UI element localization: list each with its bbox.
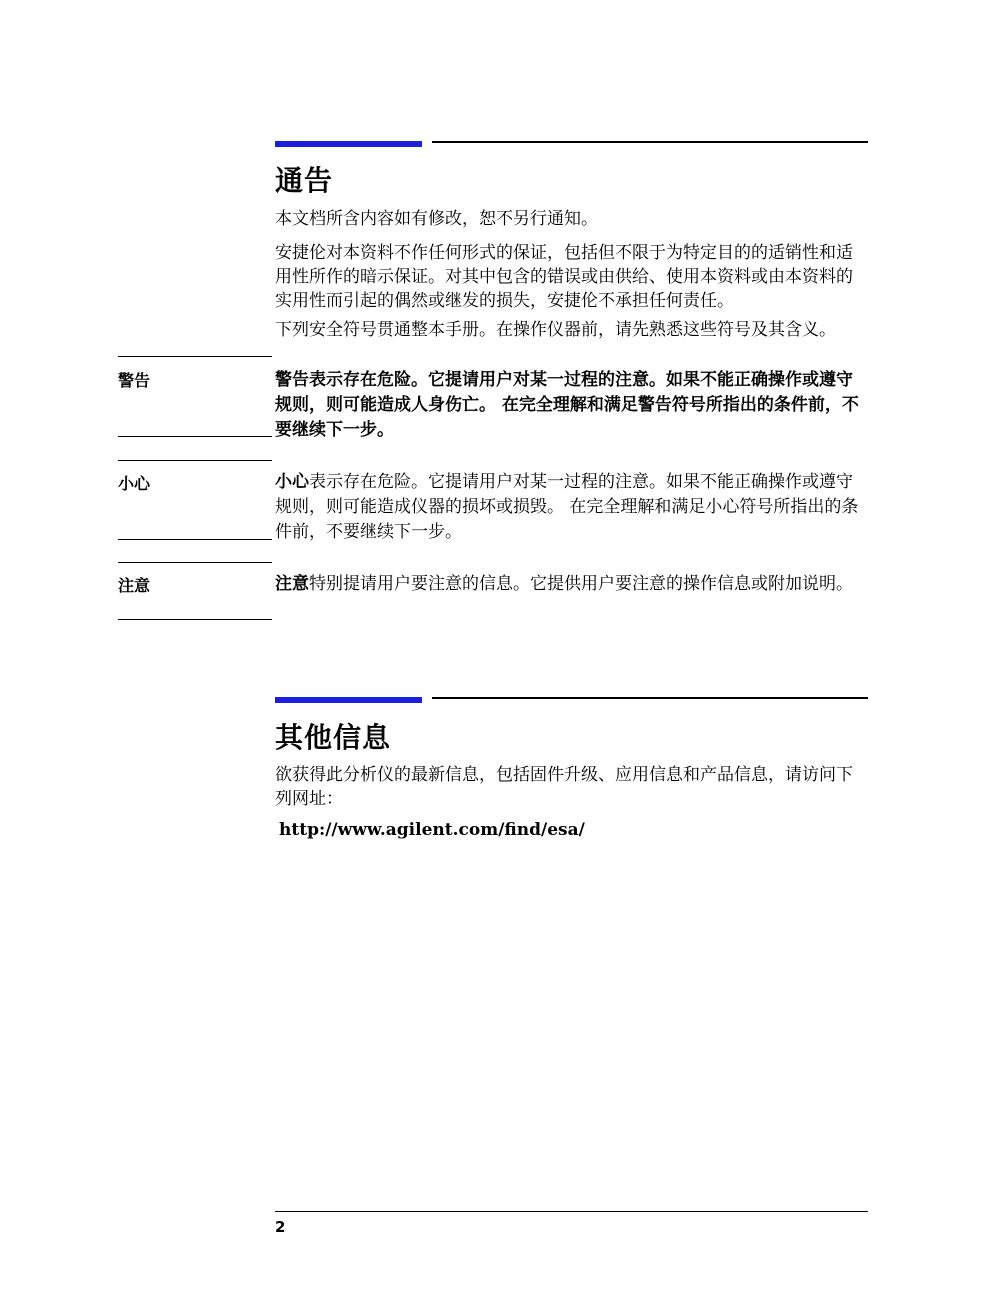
section-accent-bar-2	[275, 697, 422, 703]
more-info-paragraph: 欲获得此分析仪的最新信息，包括固件升级、应用信息和产品信息，请访问下列网址：	[275, 765, 853, 809]
notice-paragraph-2: 安捷伦对本资料不作任何形式的保证，包括但不限于为特定目的的适销性和适用性所作的暗示保证。对其中包含的错误或由供给、使用本资料或由本资料的实用性而引起的偶然或继发的损失，安捷伦不承担任何责任。	[275, 243, 853, 311]
note-label: 注意	[118, 576, 151, 595]
caution-top-rule	[118, 460, 272, 461]
caution-lead: 小心	[275, 472, 309, 492]
footer-rule	[275, 1211, 868, 1212]
warning-label: 警告	[118, 371, 151, 390]
notice-heading: 通告	[275, 164, 334, 197]
section-accent-bar	[275, 141, 422, 147]
website-url: http://www.agilent.com/find/esa/	[279, 820, 585, 840]
note-bottom-rule	[118, 619, 272, 620]
notice-paragraph-3: 下列安全符号贯通整本手册。在操作仪器前，请先熟悉这些符号及其含义。	[275, 320, 836, 340]
warning-top-rule	[118, 356, 272, 357]
caution-label: 小心	[118, 474, 151, 493]
warning-text: 警告表示存在危险。它提请用户对某一过程的注意。如果不能正确操作或遵守规则，则可能造成人身伤亡。 在完全理解和满足警告符号所指出的条件前，不要继续下一步。	[275, 370, 859, 440]
section-rule-2	[432, 697, 868, 699]
warning-bottom-rule	[118, 436, 272, 437]
more-info-heading: 其他信息	[275, 721, 392, 754]
caution-text: 表示存在危险。它提请用户对某一过程的注意。如果不能正确操作或遵守规则，则可能造成仪器的损坏或损毁。 在完全理解和满足小心符号所指出的条件前，不要继续下一步。	[275, 472, 859, 542]
caution-text-block	[275, 470, 869, 545]
note-text: 特别提请用户要注意的信息。它提供用户要注意的操作信息或附加说明。	[309, 574, 853, 594]
caution-bottom-rule	[118, 539, 272, 540]
note-text-block	[275, 572, 865, 597]
notice-paragraph-1: 本文档所含内容如有修改，恕不另行通知。	[275, 209, 598, 229]
section-rule	[432, 141, 868, 143]
note-top-rule	[118, 562, 272, 563]
note-lead: 注意	[275, 574, 309, 594]
page-number: 2	[275, 1218, 286, 1236]
